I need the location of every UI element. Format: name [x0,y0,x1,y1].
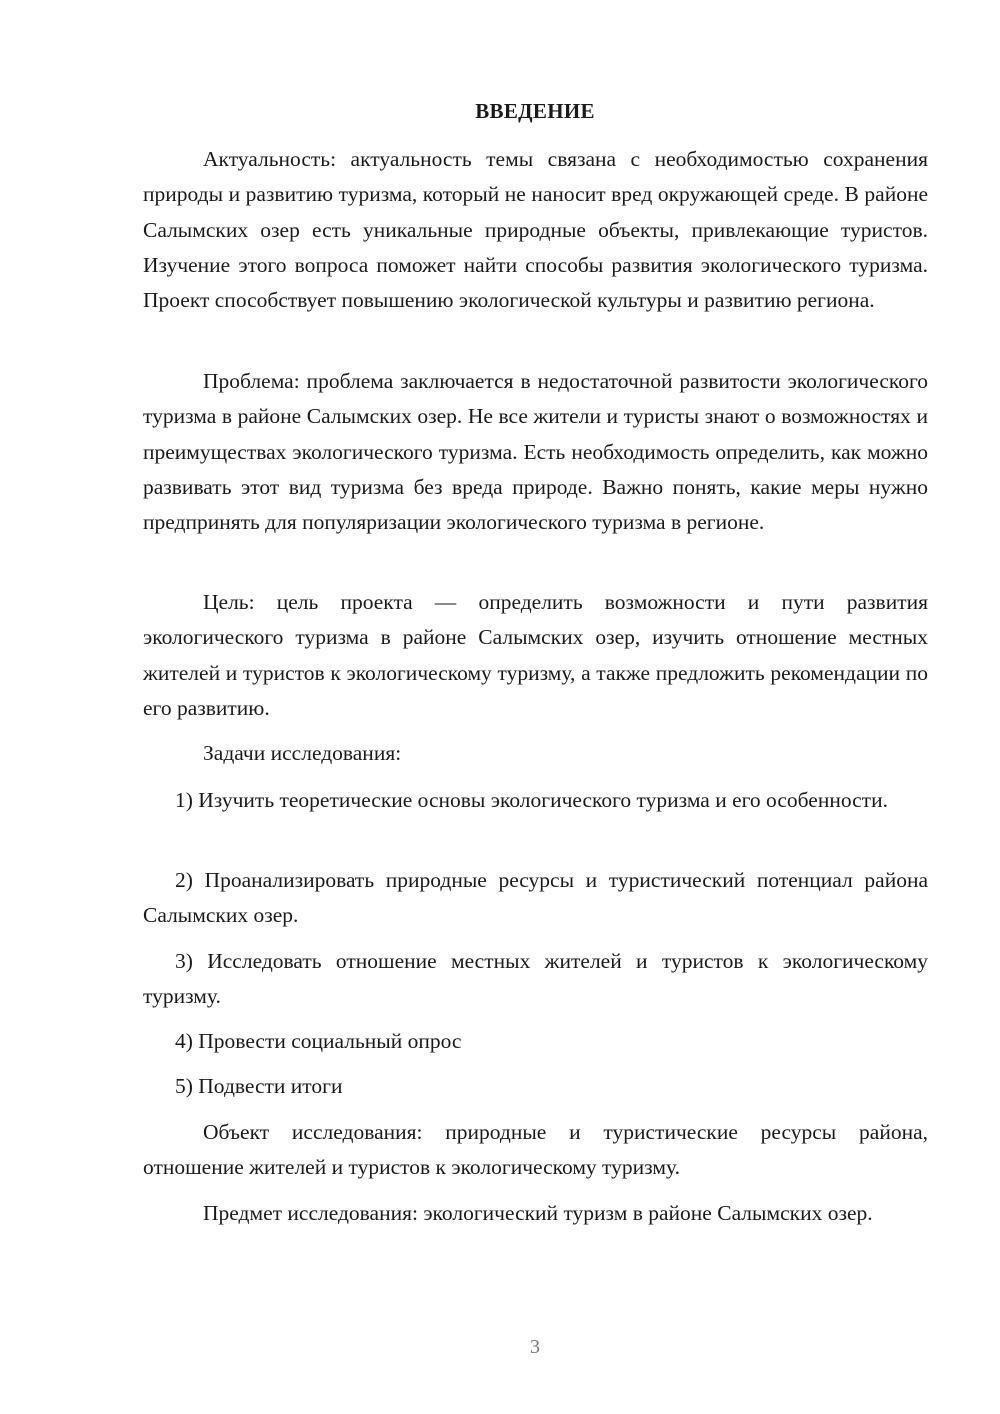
paragraph-problem: Проблема: проблема заключается в недостаточной развитости экологического туризма в районе Салымских озер. Не все жители и туристы знают о возможностях и преимуществах экологического туризма. Есть необходимость определить, как можно развивать этот вид туризма без вреда природе. Важно понять, какие меры нужно предпринять для популяризации экологического туризма в регионе. [143,369,928,535]
paragraph-relevance: Актуальность: актуальность темы связана с необходимостью сохранения природы и развитию туризма, который не наносит вред окружающей среде. В районе Салымских озер есть уникальные природные объекты, привлекающие туристов. Изучение этого вопроса поможет найти способы развития экологического туризма. Проект способствует повышению экологической культуры и развитию региона. [143,147,928,313]
paragraph-object: Объект исследования: природные и туристические ресурсы района, отношение жителей и туристов к экологическому туризму. [143,1120,928,1180]
task-item-1: 1) Изучить теоретические основы экологического туризма и его особенности. [175,788,888,812]
task-item-2: 2) Проанализировать природные ресурсы и туристический потенциал района Салымских озер. [143,868,928,928]
task-item-5: 5) Подвести итоги [175,1074,343,1098]
tasks-title: Задачи исследования: [203,741,402,765]
paragraph-subject: Предмет исследования: экологический туризм в районе Салымских озер. [203,1201,873,1225]
task-item-4: 4) Провести социальный опрос [175,1029,462,1053]
paragraph-goal: Цель: цель проекта — определить возможности и пути развития экологического туризма в районе Салымских озер, изучить отношение местных жителей и туристов к экологическому туризму, а также предложить рекомендации по его развитию. [143,590,928,720]
task-item-3: 3) Исследовать отношение местных жителей и туристов к экологическому туризму. [143,949,928,1009]
page-title: ВВЕДЕНИЕ [475,99,595,123]
page-number: 3 [530,1336,540,1358]
